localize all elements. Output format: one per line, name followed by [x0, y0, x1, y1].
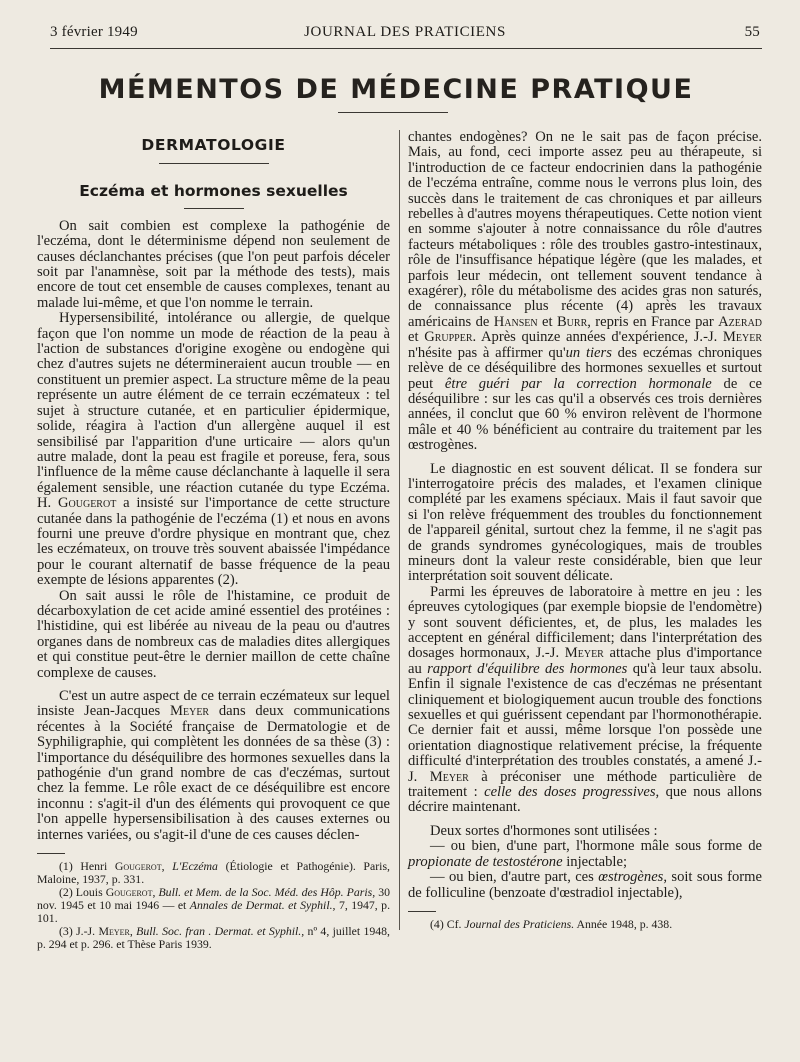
paragraph: On sait combien est complexe la pathogénie de l'eczéma, dont le déterminisme dépend non seulement de causes déclanchantes précises (que l'on peut parfois déceler soit par l'anamnèse, soit par la méthode des tests), mais encore de tout cet ensemble de causes complexes, tenant au malade lui-même, et que l'on nomme le terrain.: [37, 217, 390, 311]
paragraph: — ou bien, d'une part, l'hormone mâle sous forme de propionate de testostérone injectable;: [408, 838, 762, 870]
section-rule: [159, 163, 269, 164]
paragraph: chantes endogènes? On ne le sait pas de façon précise. Mais, au fond, ceci importe assez peu au thérapeute, si l'introduction de ce facteur endocrinien dans la pathogénie de l'eczéma entraîne, comme nous le verrons plus loin, des succès dans le traitement de cas chroniques et par ailleurs rebelles à d'autres moyens thérapeutiques. Cette notion vient en somme s'ajouter à notre connaissance du rôle d'autres facteurs métaboliques : rôle des troubles gastro-intestinaux, rôle de l'insuffisance hépatique légère (que les malades, et parfois leur médecin, ont tellement souvent tendance à exagérer), rôle du métabolisme des acides gras non saturés, de connaissance plus récente (4) après les travaux américains de Hansen et Burr, repris en France par Azerad et Grupper. Après quinze années d'expérience, J.-J. Meyer n'hésite pas à affirmer qu'un tiers des eczémas chroniques relève de ce déséquilibre des hormones sexuelles et surtout peut être guéri par la correction hormonale de ce déséquilibre : sur les cas qu'il a observés ces trois dernières années, il conclut que 60 % environ relèvent de l'hormone mâle et 40 % bénéficient au contraire du traitement par les œstrogènes.: [408, 129, 763, 454]
paragraph: C'est un autre aspect de ce terrain eczémateux sur lequel insiste Jean-Jacques Meyer dans deux communications récentes à la Société française de Dermatologie et de Syphiligraphie, qui complètent les données de sa thèse (3) : l'importance du déséquilibre des hormones sexuelles dans la pathogénie d'un grand nombre de cas d'eczémas, surtout chez la femme. Le rôle exact de ce déséquilibre est encore inconnu : s'agit-il d'un des éléments qui provoquent ce que l'on appelle hypersensibilisation à des causes externes ou internes variées, ou s'agit-il d'une de ces causes déclen-: [37, 688, 390, 843]
footnote-rule: [408, 911, 436, 912]
section-title: DERMATOLOGIE: [141, 136, 286, 154]
author-name: Gougerot: [57, 495, 117, 512]
paragraph: Parmi les épreuves de laboratoire à mettre en jeu : les épreuves cytologiques (par exemple biopsie de l'endomètre) y sont souvent déficientes, et, de plus, les malades les acceptent en général difficilement; dans l'interprétation des dosages hormonaux, J.-J. Meyer attache plus d'importance au rapport d'équilibre des hormones qu'à leur taux absolu. Enfin il signale l'existence de cas d'eczémas ne présentant cliniquement et biologiquement aucun trouble des fonctions sexuelles et qui guérissent cependant par l'hormonothérapie. Ce dernier fait et aussi, même lorsque l'on possède une orientation diagnostique relativement précise, la fréquente difficulté d'interprétation des troubles constatés, a amené J.-J. Meyer à préconiser une méthode particulière de traitement : celle des doses progressives, que nous allons décrire maintenant.: [408, 583, 762, 816]
author-name: Burr: [556, 313, 588, 330]
paragraph: Deux sortes d'hormones sont utilisées :: [430, 822, 658, 839]
author-name: Meyer: [564, 645, 604, 662]
right-column: [408, 130, 762, 931]
footnote: (4) Cf. Journal des Praticiens. Année 1948, p. 438.: [430, 916, 673, 931]
paragraph: Le diagnostic en est souvent délicat. Il se fondera sur l'interrogatoire précis des malades, et l'examen clinique complété par les examens spéciaux. Mais il faut savoir que si l'on relève fréquemment des troubles du fonctionnement de l'appareil génital, surtout chez la femme, il ne s'agit pas de grands syndromes gynécologiques, mais de troubles mineurs dont la valeur reste considérable, bien que leur interprétation soit souvent délicate.: [408, 460, 762, 585]
article-title-rule: [184, 208, 244, 209]
left-column: [37, 130, 390, 951]
author-name: Meyer: [722, 329, 763, 346]
journal-name: JOURNAL DES PRATICIENS: [304, 24, 506, 40]
footnote: (1) Henri Gougerot, L'Eczéma (Étiologie et Pathogénie). Paris, Maloine, 1937, p. 331.: [37, 859, 390, 887]
footnote: (2) Louis Gougerot, Bull. et Mem. de la Soc. Méd. des Hôp. Paris, 30 nov. 1945 et 10 mai 1946 — et Annales de Dermat. et Syphil., 7, 1947, p. 101.: [37, 885, 391, 926]
article-title: Eczéma et hormones sexuelles: [79, 182, 348, 201]
paragraph: On sait aussi le rôle de l'histamine, ce produit de décarboxylation de cet acide aminé essentiel des protéines : l'histidine, qui est libérée au niveau de la peau ou d'autres organes dans de nombreux cas de maladies dites allergiques et qui constitue peut-être le dernier maillon de cette chaîne complexe de causes.: [37, 587, 390, 681]
header-rule: [50, 48, 762, 49]
paragraph: Hypersensibilité, intolérance ou allergie, de quelque façon que l'on nomme un mode de réaction de la peau à l'action de substances d'origine exogène ou endogène qui chez d'autres sujets ne détermineraient aucun trouble — en constituent un premier aspect. La structure même de la peau représente un autre élément de ce terrain eczémateux : tel sujet à structure cutanée, et en particulier épidermique, solide, réagira à l'action d'un allergène auquel il est sensibilisé par l'apparition d'une urticaire — alors qu'un autre malade, dont la peau est fragile et poreuse, fera, sous l'influence de la même cause déclanchante à laquelle il sera également sensible, une réaction cutanée du type Eczéma. H. Gougerot a insisté sur l'importance de cette structure cutanée dans la pathogénie de l'eczéma (1) et nous en avons fourni une preuve d'ordre physique en montrant que, chez les eczémateux, on trouve très souvent abaissée l'impédance pour le courant alternatif de basse fréquence de la peau exempte de lésions apparentes (2).: [37, 310, 391, 589]
paragraph: — ou bien, d'autre part, ces œstrogènes, soit sous forme de folliculine (benzoate d'œstradiol injectable),: [408, 869, 762, 901]
author-name: Azerad: [718, 313, 763, 330]
footnote-rule: [37, 853, 65, 854]
title-rule: [338, 112, 448, 113]
author-name: Meyer: [170, 703, 210, 720]
issue-date: 3 février 1949: [50, 24, 138, 40]
author-name: Meyer: [429, 768, 469, 785]
column-divider: [399, 130, 400, 930]
footnote: (3) J.-J. Meyer, Bull. Soc. fran . Dermat. et Syphil., nº 4, juillet 1948, p. 294 et p. 296. et Thèse Paris 1939.: [37, 924, 391, 952]
author-name: Hansen: [493, 313, 538, 330]
page-number: 55: [744, 24, 760, 40]
page-title: MÉMENTOS DE MÉDECINE PRATIQUE: [98, 74, 694, 105]
running-head: [50, 24, 760, 44]
author-name: Grupper: [424, 329, 473, 346]
